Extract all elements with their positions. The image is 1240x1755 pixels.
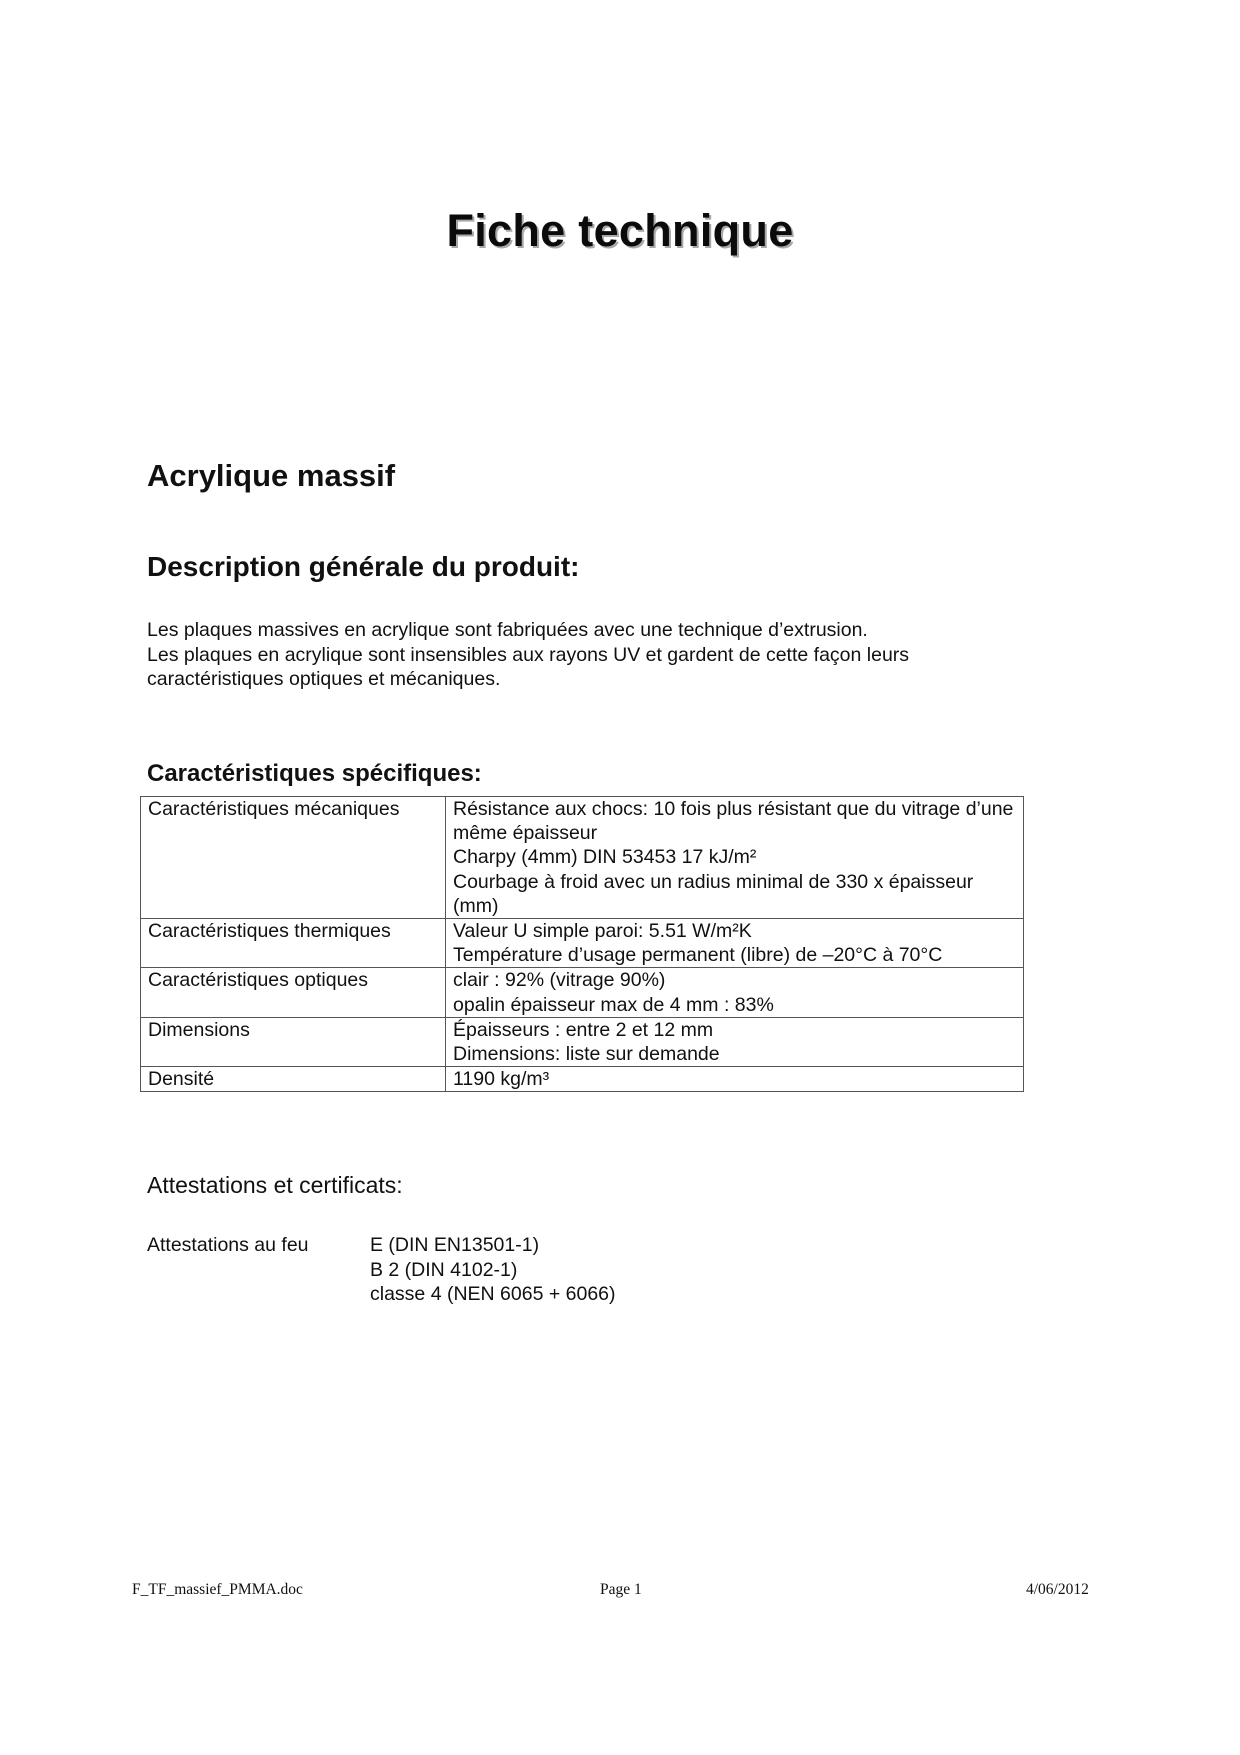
certificate-value: B 2 (DIN 4102-1) xyxy=(370,1258,518,1281)
document-title: Fiche technique xyxy=(446,205,794,256)
certificates-heading: Attestations et certificats: xyxy=(147,1172,403,1198)
table-row xyxy=(141,797,1024,919)
description-paragraph: Les plaques massives en acrylique sont fabriquées avec une technique d’extrusion. xyxy=(147,619,868,641)
spec-value xyxy=(446,1017,1024,1066)
spec-value-line: Courbage à froid avec un radius minimal de 330 x épaisseur (mm) xyxy=(453,870,974,917)
description-paragraph: Les plaques en acrylique sont insensibles aux rayons UV et gardent de cette façon leurs caractéristiques optiques et mécaniques. xyxy=(147,643,910,690)
spec-value xyxy=(446,797,1024,919)
spec-value-line: Charpy (4mm) DIN 53453 17 kJ/m² xyxy=(453,846,757,869)
spec-value xyxy=(446,1067,1024,1092)
certificate-value: E (DIN EN13501-1) xyxy=(370,1234,540,1256)
spec-value xyxy=(446,968,1024,1017)
spec-value xyxy=(446,919,1024,968)
certificates-label: Attestations au feu xyxy=(147,1234,309,1256)
specs-table xyxy=(140,796,1024,1092)
spec-label: Caractéristiques thermiques xyxy=(141,919,446,968)
specs-heading: Caractéristiques spécifiques: xyxy=(147,760,482,787)
spec-value-line: Valeur U simple paroi: 5.51 W/m²K xyxy=(453,920,752,943)
certificate-value: classe 4 (NEN 6065 + 6066) xyxy=(370,1283,616,1305)
product-heading: Acrylique massif xyxy=(147,458,396,493)
footer-filename: F_TF_massief_PMMA.doc xyxy=(132,1581,303,1598)
certificates-values xyxy=(370,1233,616,1307)
table-row xyxy=(141,919,1024,968)
spec-value-line: 1190 kg/m³ xyxy=(453,1068,550,1091)
spec-value-line: opalin épaisseur max de 4 mm : 83% xyxy=(453,993,774,1016)
table-row xyxy=(141,1017,1024,1066)
spec-label: Caractéristiques optiques xyxy=(141,968,446,1017)
table-row xyxy=(141,968,1024,1017)
spec-value-line: Résistance aux chocs: 10 fois plus résistant que du vitrage d’une même épaisseur xyxy=(453,798,1014,845)
spec-value-line: Épaisseurs : entre 2 et 12 mm xyxy=(453,1018,714,1041)
spec-value-line: clair : 92% (vitrage 90%) xyxy=(453,969,666,992)
spec-label: Densité xyxy=(141,1067,446,1092)
spec-label: Caractéristiques mécaniques xyxy=(141,797,446,919)
spec-label: Dimensions xyxy=(141,1017,446,1066)
spec-value-line: Température d’usage permanent (libre) de –20°C à 70°C xyxy=(453,944,943,967)
description-heading: Description générale du produit: xyxy=(147,551,580,582)
spec-value-line: Dimensions: liste sur demande xyxy=(453,1043,720,1066)
description-body xyxy=(147,618,1047,692)
footer-page-number: Page 1 xyxy=(600,1581,642,1598)
table-row xyxy=(141,1067,1024,1092)
footer-date: 4/06/2012 xyxy=(1026,1581,1089,1598)
